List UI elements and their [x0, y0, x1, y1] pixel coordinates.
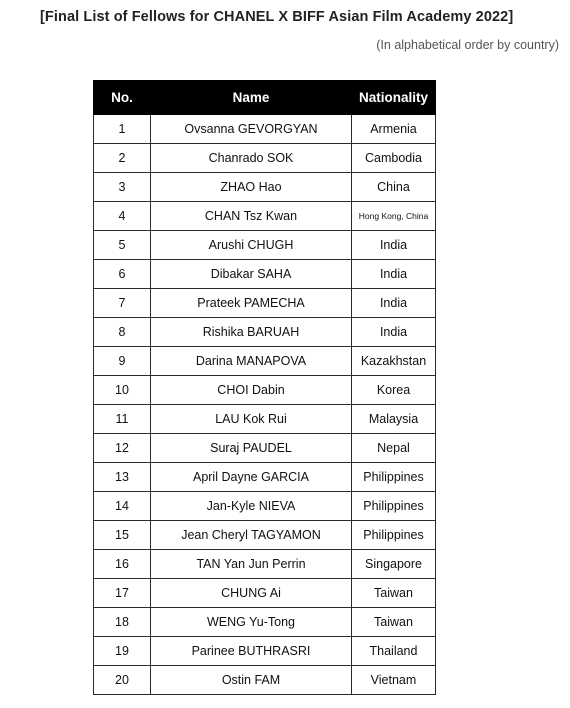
cell-nationality: India	[352, 289, 436, 318]
cell-no: 14	[94, 492, 151, 521]
cell-name: CHUNG Ai	[151, 579, 352, 608]
cell-no: 17	[94, 579, 151, 608]
cell-no: 1	[94, 115, 151, 144]
table-row	[94, 405, 436, 434]
cell-name: Jan-Kyle NIEVA	[151, 492, 352, 521]
cell-no: 2	[94, 144, 151, 173]
column-header-name: Name	[151, 81, 352, 115]
table-row	[94, 144, 436, 173]
cell-name: LAU Kok Rui	[151, 405, 352, 434]
cell-no: 8	[94, 318, 151, 347]
cell-nationality: Armenia	[352, 115, 436, 144]
table-row	[94, 550, 436, 579]
column-header-no: No.	[94, 81, 151, 115]
cell-nationality: Korea	[352, 376, 436, 405]
cell-nationality: Philippines	[352, 463, 436, 492]
cell-nationality: Hong Kong, China	[352, 202, 436, 231]
table-row	[94, 173, 436, 202]
cell-name: Ovsanna GEVORGYAN	[151, 115, 352, 144]
cell-no: 6	[94, 260, 151, 289]
cell-name: Dibakar SAHA	[151, 260, 352, 289]
cell-name: Rishika BARUAH	[151, 318, 352, 347]
cell-nationality: Philippines	[352, 521, 436, 550]
cell-name: WENG Yu-Tong	[151, 608, 352, 637]
table-row	[94, 492, 436, 521]
table-row	[94, 202, 436, 231]
cell-name: Suraj PAUDEL	[151, 434, 352, 463]
table-row	[94, 231, 436, 260]
cell-no: 3	[94, 173, 151, 202]
table-header-row	[94, 81, 436, 115]
table-row	[94, 376, 436, 405]
cell-no: 18	[94, 608, 151, 637]
cell-name: Arushi CHUGH	[151, 231, 352, 260]
cell-no: 7	[94, 289, 151, 318]
cell-name: Parinee BUTHRASRI	[151, 637, 352, 666]
cell-nationality: Vietnam	[352, 666, 436, 695]
column-header-nationality: Nationality	[352, 81, 436, 115]
cell-name: CHAN Tsz Kwan	[151, 202, 352, 231]
table-row	[94, 260, 436, 289]
cell-nationality: Singapore	[352, 550, 436, 579]
cell-nationality: Taiwan	[352, 579, 436, 608]
cell-nationality: Cambodia	[352, 144, 436, 173]
table-row	[94, 579, 436, 608]
cell-no: 11	[94, 405, 151, 434]
table-row	[94, 318, 436, 347]
cell-name: Darina MANAPOVA	[151, 347, 352, 376]
cell-nationality: Nepal	[352, 434, 436, 463]
cell-no: 10	[94, 376, 151, 405]
cell-no: 19	[94, 637, 151, 666]
cell-no: 13	[94, 463, 151, 492]
cell-nationality: Taiwan	[352, 608, 436, 637]
cell-no: 12	[94, 434, 151, 463]
cell-nationality: India	[352, 318, 436, 347]
cell-no: 9	[94, 347, 151, 376]
table-row	[94, 463, 436, 492]
cell-name: CHOI Dabin	[151, 376, 352, 405]
cell-nationality: India	[352, 260, 436, 289]
cell-no: 20	[94, 666, 151, 695]
cell-name: Ostin FAM	[151, 666, 352, 695]
cell-nationality: China	[352, 173, 436, 202]
table-row	[94, 637, 436, 666]
cell-no: 5	[94, 231, 151, 260]
table-row	[94, 347, 436, 376]
cell-name: April Dayne GARCIA	[151, 463, 352, 492]
cell-nationality: India	[352, 231, 436, 260]
cell-name: Chanrado SOK	[151, 144, 352, 173]
cell-nationality: Philippines	[352, 492, 436, 521]
table-row	[94, 289, 436, 318]
cell-nationality: Kazakhstan	[352, 347, 436, 376]
cell-nationality: Malaysia	[352, 405, 436, 434]
cell-name: Jean Cheryl TAGYAMON	[151, 521, 352, 550]
table-row	[94, 434, 436, 463]
table-row	[94, 115, 436, 144]
fellows-table	[93, 80, 436, 695]
cell-no: 4	[94, 202, 151, 231]
table-row	[94, 666, 436, 695]
page-title: [Final List of Fellows for CHANEL X BIFF Asian Film Academy 2022]	[40, 9, 514, 25]
cell-no: 16	[94, 550, 151, 579]
cell-name: TAN Yan Jun Perrin	[151, 550, 352, 579]
cell-name: ZHAO Hao	[151, 173, 352, 202]
table-row	[94, 608, 436, 637]
cell-name: Prateek PAMECHA	[151, 289, 352, 318]
page-subtitle: (In alphabetical order by country)	[376, 38, 559, 52]
cell-no: 15	[94, 521, 151, 550]
cell-nationality: Thailand	[352, 637, 436, 666]
table-row	[94, 521, 436, 550]
